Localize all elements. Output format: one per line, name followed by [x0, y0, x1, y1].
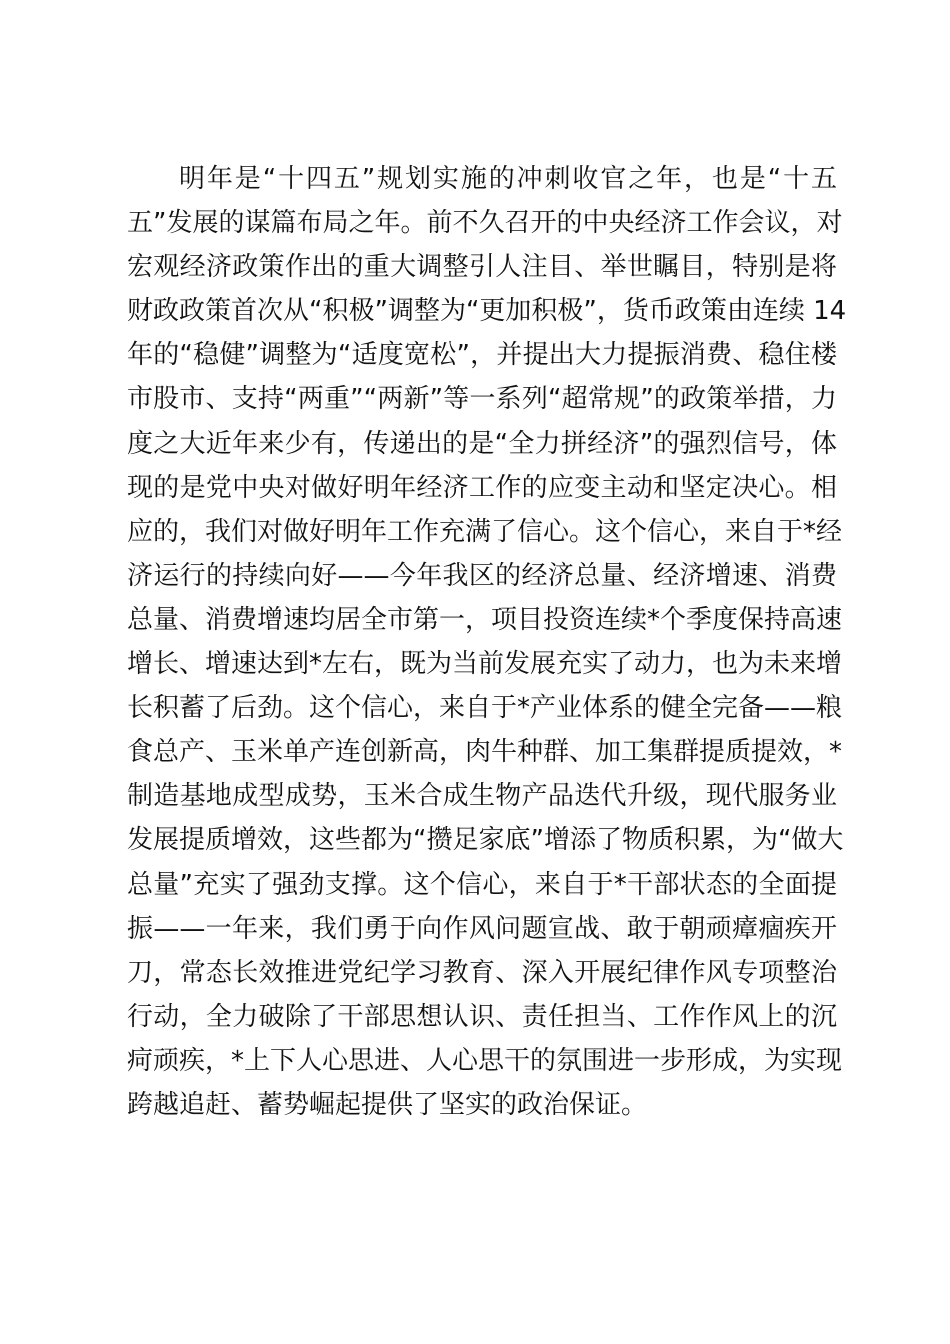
paragraph-line: 宏观经济政策作出的重大调整引人注目、举世瞩目，特别是将: [127, 252, 837, 283]
paragraph-line: 应的，我们对做好明年工作充满了信心。这个信心，来自于*经: [127, 516, 843, 547]
paragraph-line: 制造基地成型成势，玉米合成生物产品迭代升级，现代服务业: [127, 781, 837, 812]
paragraph-line: 食总产、玉米单产连创新高，肉牛种群、加工集群提质提效，*: [127, 737, 843, 768]
body-paragraph: [127, 157, 847, 1127]
paragraph-line: 总量”充实了强劲支撑。这个信心，来自于*干部状态的全面提: [127, 869, 837, 900]
paragraph-line: 明年是“十四五”规划实施的冲刺收官之年，也是“十五: [179, 164, 837, 194]
paragraph-line: 行动，全力破除了干部思想认识、责任担当、工作作风上的沉: [127, 1001, 837, 1032]
paragraph-line: 年的“稳健”调整为“适度宽松”，并提出大力提振消费、稳住楼: [127, 340, 837, 371]
paragraph-line: 振——一年来，我们勇于向作风问题宣战、敢于朝顽瘴痼疾开: [127, 913, 837, 944]
paragraph-line: 刀，常态长效推进党纪学习教育、深入开展纪律作风专项整治: [127, 957, 837, 988]
paragraph-line: 总量、消费增速均居全市第一，项目投资连续*个季度保持高速: [127, 604, 843, 635]
paragraph-line: 现的是党中央对做好明年经济工作的应变主动和坚定决心。相: [127, 472, 837, 503]
paragraph-line: 市股市、支持“两重”“两新”等一系列“超常规”的政策举措，力: [127, 384, 837, 415]
paragraph-line: 长积蓄了后劲。这个信心，来自于*产业体系的健全完备——粮: [127, 693, 843, 724]
paragraph-line: 跨越追赶、蓄势崛起提供了坚实的政治保证。: [127, 1089, 648, 1120]
paragraph-line: 五”发展的谋篇布局之年。前不久召开的中央经济工作会议，对: [127, 208, 843, 239]
paragraph-line: 增长、增速达到*左右，既为当前发展充实了动力，也为未来增: [127, 649, 843, 680]
paragraph-line: 度之大近年来少有，传递出的是“全力拼经济”的强烈信号，体: [127, 428, 837, 459]
paragraph-line: 济运行的持续向好——今年我区的经济总量、经济增速、消费: [127, 560, 837, 591]
paragraph-line: 发展提质增效，这些都为“攒足家底”增添了物质积累，为“做大: [127, 825, 844, 856]
paragraph-line: 疴顽疾，*上下人心思进、人心思干的氛围进一步形成，为实现: [127, 1045, 843, 1076]
paragraph-line: 财政政策首次从“积极”调整为“更加积极”，货币政策由连续 14: [127, 296, 847, 327]
